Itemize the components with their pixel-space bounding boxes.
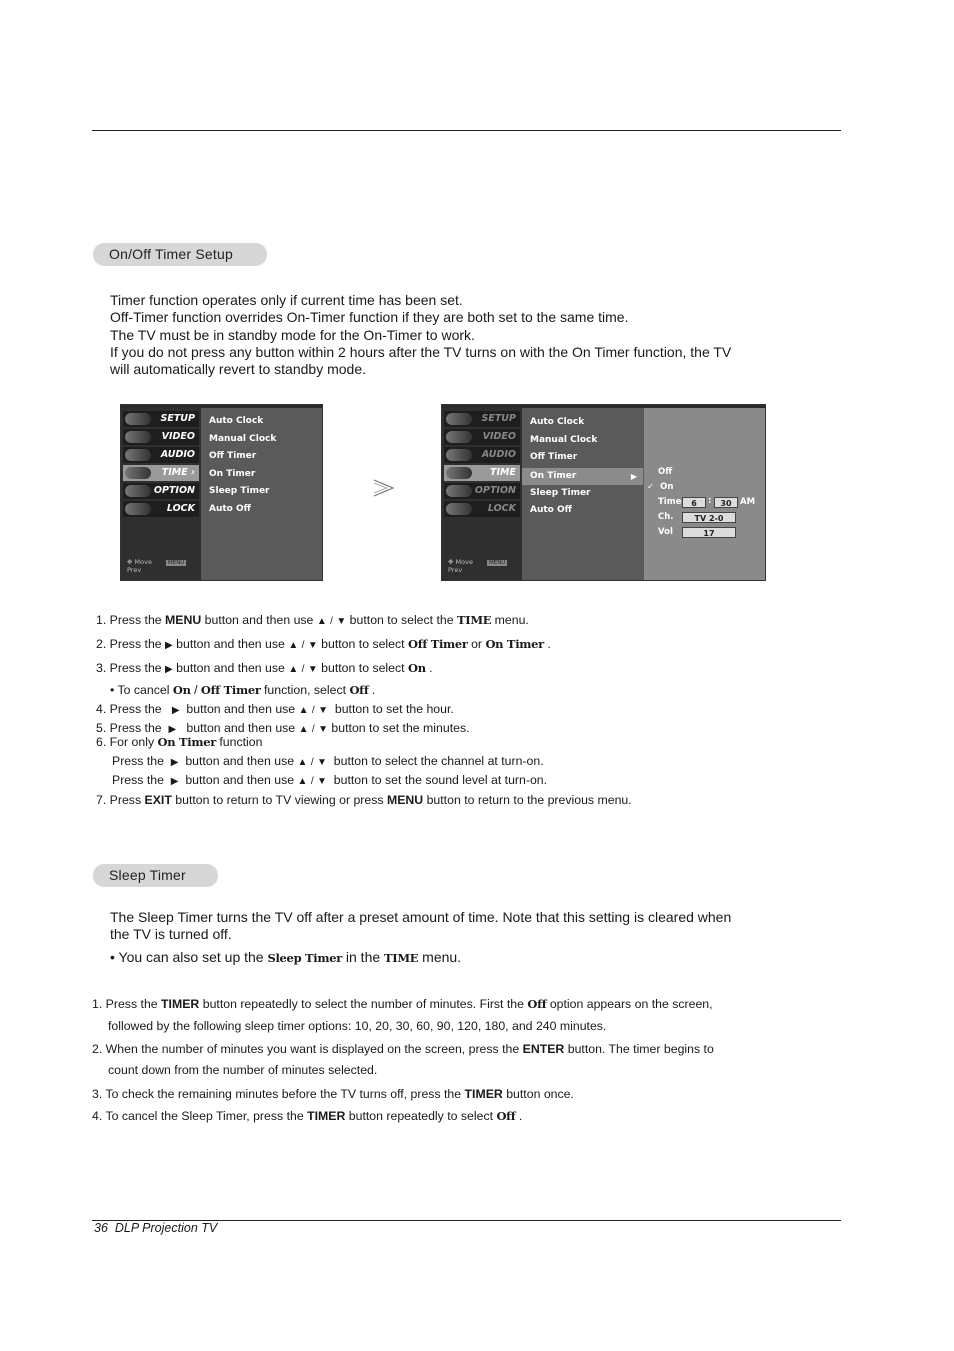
tab-label: VIDEO — [161, 431, 195, 442]
page-footer — [94, 1221, 217, 1235]
audio-tab-icon — [125, 449, 151, 461]
sleep-tip: • You can also set up the Sleep Timer in the TIME menu. — [110, 949, 462, 965]
prev-label: Prev — [127, 566, 142, 574]
sleep-step-1-cont: followed by the following sleep timer options: 10, 20, 30, 60, 90, 120, 180, and 240 minutes. — [108, 1019, 607, 1033]
tab-time[interactable] — [123, 465, 199, 481]
step-6: 6. For only On Timer function — [96, 735, 263, 749]
step-7: 7. Press EXIT button to return to TV viewing or press MENU button to return to the previous menu. — [96, 793, 632, 807]
right-arrow-icon: ▶ — [171, 705, 180, 716]
section-title-on-off-timer: On/Off Timer Setup — [93, 243, 267, 266]
up-arrow-icon: ▲ — [298, 705, 309, 716]
tab-label: AUDIO — [481, 449, 516, 460]
down-arrow-icon: ▼ — [336, 616, 347, 627]
tab-label: OPTION — [474, 485, 516, 496]
option-tab-icon — [446, 485, 472, 497]
sleep-step-3: 3. To check the remaining minutes before the TV turns off, press the TIMER button once. — [92, 1087, 574, 1101]
time-label: Time — [658, 497, 682, 507]
down-arrow-icon: ▼ — [317, 757, 327, 768]
menu-item-manual-clock[interactable]: Manual Clock — [530, 435, 598, 445]
up-arrow-icon: ▲ — [298, 724, 309, 735]
hour-field[interactable]: 6 — [682, 497, 706, 508]
footer-title: DLP Projection TV — [114, 1221, 218, 1235]
check-icon: ✓ — [647, 482, 655, 492]
time-tab-icon — [446, 467, 472, 479]
down-arrow-icon: ▼ — [307, 640, 318, 651]
step-1: 1. Press the MENU button and then use ▲ / ▼ button to select the TIME menu. — [96, 613, 529, 627]
option-on-label: On — [660, 482, 674, 492]
menu-item-auto-off[interactable]: Auto Off — [530, 505, 572, 515]
section-title-sleep-timer: Sleep Timer — [93, 864, 218, 887]
right-arrow-icon: ▶ — [165, 664, 173, 675]
tab-lock[interactable] — [444, 501, 520, 517]
menu-key-icon: MENU — [488, 560, 506, 566]
tab-option[interactable] — [444, 483, 520, 499]
menu-item-off-timer[interactable]: Off Timer — [530, 452, 578, 462]
menu-item-manual-clock[interactable]: Manual Clock — [209, 434, 277, 444]
up-arrow-icon: ▲ — [288, 640, 299, 651]
channel-field[interactable]: TV 2-0 — [682, 512, 736, 523]
right-arrow-icon: ▶ — [168, 724, 177, 735]
tab-video[interactable] — [444, 429, 520, 445]
intro-line: The Sleep Timer turns the TV off after a preset amount of time. Note that this setting is cleared when — [110, 909, 732, 925]
menu-item-auto-clock[interactable]: Auto Clock — [209, 416, 264, 426]
menu-item-auto-off[interactable]: Auto Off — [209, 504, 251, 514]
tab-label: LOCK — [166, 503, 195, 514]
intro-line: Timer function operates only if current time has been set. — [110, 292, 463, 308]
setup-tab-icon — [446, 413, 472, 425]
up-arrow-icon: ▲ — [288, 664, 299, 675]
sleep-step-4: 4. To cancel the Sleep Timer, press the TIMER button repeatedly to select Off . — [92, 1109, 523, 1123]
tab-setup[interactable] — [123, 411, 199, 427]
sleep-step-2-cont: count down from the number of minutes selected. — [108, 1063, 378, 1077]
minute-field[interactable]: 30 — [714, 497, 738, 508]
ampm-label: AM — [740, 497, 756, 507]
tab-label: LOCK — [487, 503, 516, 514]
move-label: Move — [455, 558, 473, 566]
timer-intro — [110, 292, 731, 378]
step-6-channel: Press the ▶ button and then use ▲ / ▼ button to select the channel at turn-on. — [112, 754, 544, 768]
down-arrow-icon: ▼ — [318, 724, 329, 735]
video-tab-icon — [125, 431, 151, 443]
move-icon: ✥ — [448, 558, 454, 566]
intro-line: will automatically revert to standby mode. — [110, 361, 366, 378]
osd-tab-column — [442, 408, 522, 580]
sleep-intro — [110, 909, 731, 944]
video-tab-icon — [446, 431, 472, 443]
tab-label: TIME — [490, 467, 516, 478]
intro-line: the TV is turned off. — [110, 926, 232, 943]
volume-label: Vol — [658, 527, 673, 537]
tab-video[interactable] — [123, 429, 199, 445]
time-tab-icon — [125, 467, 151, 479]
submenu-arrow-icon: ▶ — [630, 472, 637, 481]
item-label: On Timer — [530, 471, 577, 481]
up-arrow-icon: ▲ — [316, 616, 327, 627]
menu-item-sleep-timer[interactable]: Sleep Timer — [209, 486, 270, 496]
right-arrow-icon: ▶ — [165, 640, 173, 651]
up-arrow-icon: ▲ — [297, 776, 308, 787]
osd-time-menu — [120, 404, 323, 581]
osd-on-timer-menu — [441, 404, 766, 581]
move-label: Move — [134, 558, 152, 566]
sleep-step-2: 2. When the number of minutes you want is displayed on the screen, press the ENTER button. The timer begins to — [92, 1042, 714, 1056]
option-tab-icon — [125, 485, 151, 497]
lock-tab-icon — [446, 503, 472, 515]
down-arrow-icon: ▼ — [318, 705, 329, 716]
osd-item-list — [201, 408, 322, 580]
menu-item-off-timer[interactable]: Off Timer — [209, 451, 257, 461]
menu-key-icon: MENU — [167, 560, 185, 566]
tab-label: SETUP — [160, 413, 195, 424]
prev-label: Prev — [448, 566, 463, 574]
on-timer-submenu — [644, 408, 765, 580]
top-rule — [92, 130, 841, 131]
tab-time[interactable] — [444, 465, 520, 481]
option-on[interactable] — [647, 482, 673, 492]
tab-label: OPTION — [153, 485, 195, 496]
right-arrow-icon: ▶ — [170, 776, 179, 787]
tab-audio[interactable] — [444, 447, 520, 463]
step-3: 3. Press the ▶ button and then use ▲ / ▼ button to select On . — [96, 661, 433, 675]
tab-label: VIDEO — [482, 431, 516, 442]
menu-item-on-timer[interactable]: On Timer — [209, 469, 256, 479]
sleep-step-1: 1. Press the TIMER button repeatedly to select the number of minutes. First the Off option appears on the screen, — [92, 997, 713, 1011]
channel-label: Ch. — [658, 512, 674, 522]
intro-line: Off-Timer function overrides On-Timer function if they are both set to the same time. — [110, 309, 629, 326]
intro-line: The TV must be in standby mode for the On-Timer to work. — [110, 326, 475, 343]
move-icon: ✥ — [127, 558, 133, 566]
page-number: 36 — [94, 1221, 108, 1235]
right-arrow-icon: ▶ — [170, 757, 179, 768]
osd-tab-column — [121, 408, 201, 580]
down-arrow-icon: ▼ — [317, 776, 327, 787]
step-2: 2. Press the ▶ button and then use ▲ / ▼ button to select Off Timer or On Timer . — [96, 637, 551, 651]
step-3-note: • To cancel On / Off Timer function, select Off . — [110, 683, 376, 697]
tab-label: TIME — [161, 467, 188, 478]
next-step-arrow-icon — [372, 478, 396, 498]
tab-label: SETUP — [481, 413, 516, 424]
tab-option[interactable] — [123, 483, 199, 499]
tab-lock[interactable] — [123, 501, 199, 517]
step-5: 5. Press the ▶ button and then use ▲ / ▼ button to set the minutes. — [96, 721, 470, 735]
menu-item-auto-clock[interactable]: Auto Clock — [530, 417, 585, 427]
tab-audio[interactable] — [123, 447, 199, 463]
tab-setup[interactable] — [444, 411, 520, 427]
up-arrow-icon: ▲ — [297, 757, 308, 768]
tab-label: AUDIO — [160, 449, 195, 460]
osd-footer — [448, 558, 522, 574]
option-off[interactable]: Off — [658, 467, 673, 477]
step-4: 4. Press the ▶ button and then use ▲ / ▼ button to set the hour. — [96, 702, 454, 716]
time-colon: : — [708, 496, 712, 506]
menu-item-sleep-timer[interactable]: Sleep Timer — [530, 488, 591, 498]
intro-line: If you do not press any button within 2 hours after the TV turns on with the On Timer function, the TV — [110, 343, 732, 360]
step-6-volume: Press the ▶ button and then use ▲ / ▼ button to set the sound level at turn-on. — [112, 773, 548, 787]
lock-tab-icon — [125, 503, 151, 515]
menu-item-on-timer[interactable] — [522, 468, 643, 485]
osd-footer — [127, 558, 201, 574]
tab-arrow-icon: › — [191, 467, 195, 478]
volume-field[interactable]: 17 — [682, 527, 736, 538]
down-arrow-icon: ▼ — [307, 664, 318, 675]
setup-tab-icon — [125, 413, 151, 425]
audio-tab-icon — [446, 449, 472, 461]
osd-item-list — [522, 408, 643, 580]
